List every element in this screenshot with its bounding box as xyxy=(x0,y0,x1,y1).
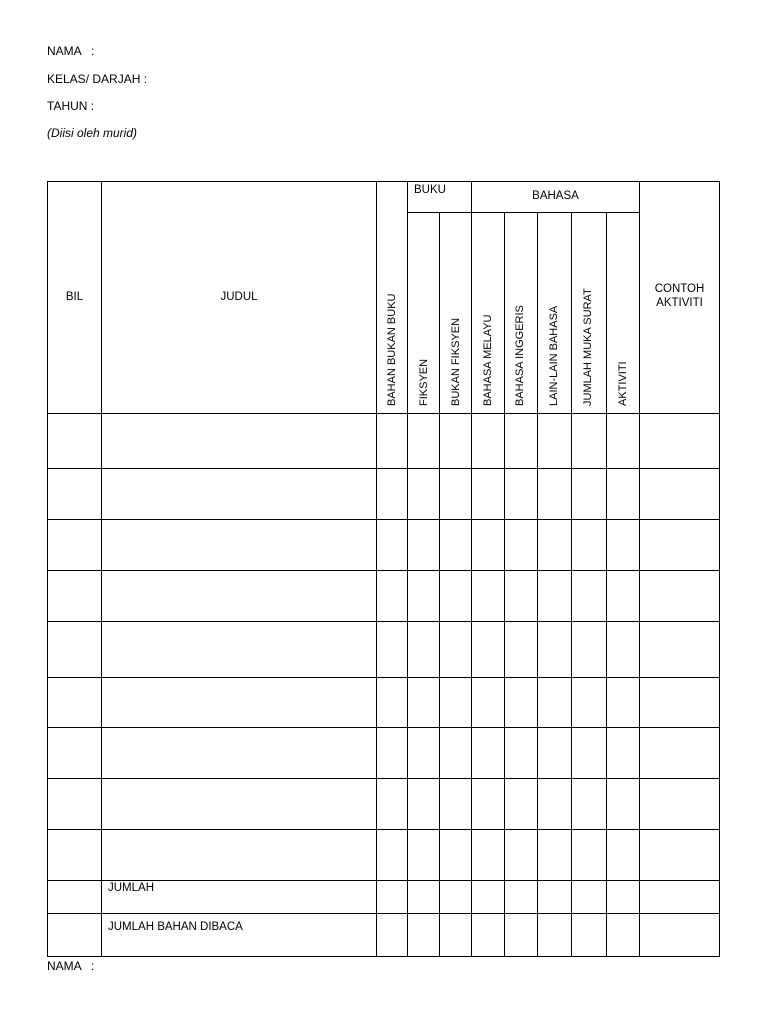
tahun-label: TAHUN : xyxy=(47,99,95,113)
header-lain-lain-bahasa: LAIN-LAIN BAHASA xyxy=(548,305,560,406)
header-jumlah-muka-surat: JUMLAH MUKA SURAT xyxy=(582,288,594,406)
header-judul: JUDUL xyxy=(220,291,258,303)
footer-nama-label: NAMA : xyxy=(47,959,95,973)
header-fiksyen: FIKSYEN xyxy=(418,358,430,406)
jumlah-label: JUMLAH xyxy=(108,882,155,894)
nama-label: NAMA : xyxy=(47,44,95,58)
header-contoh-aktiviti: CONTOH AKTIVITI xyxy=(654,283,705,309)
header-bahasa-melayu: BAHASA MELAYU xyxy=(482,314,494,406)
header-bahasa-inggeris: BAHASA INGGERIS xyxy=(514,305,526,406)
header-bukan-fiksyen: BUKAN FIKSYEN xyxy=(450,317,462,406)
jumlah-bahan-dibaca-label: JUMLAH BAHAN DIBACA xyxy=(108,921,243,933)
kelas-darjah-label: KELAS/ DARJAH : xyxy=(47,72,148,86)
header-aktiviti: AKTIVITI xyxy=(617,361,629,406)
header-bahasa: BAHASA xyxy=(532,190,579,202)
filled-by-student-note: (Diisi oleh murid) xyxy=(47,126,138,140)
header-buku: BUKU xyxy=(414,184,446,196)
header-bil: BIL xyxy=(65,291,84,303)
header-bahan-bukan-buku: BAHAN BUKAN BUKU xyxy=(386,293,398,406)
